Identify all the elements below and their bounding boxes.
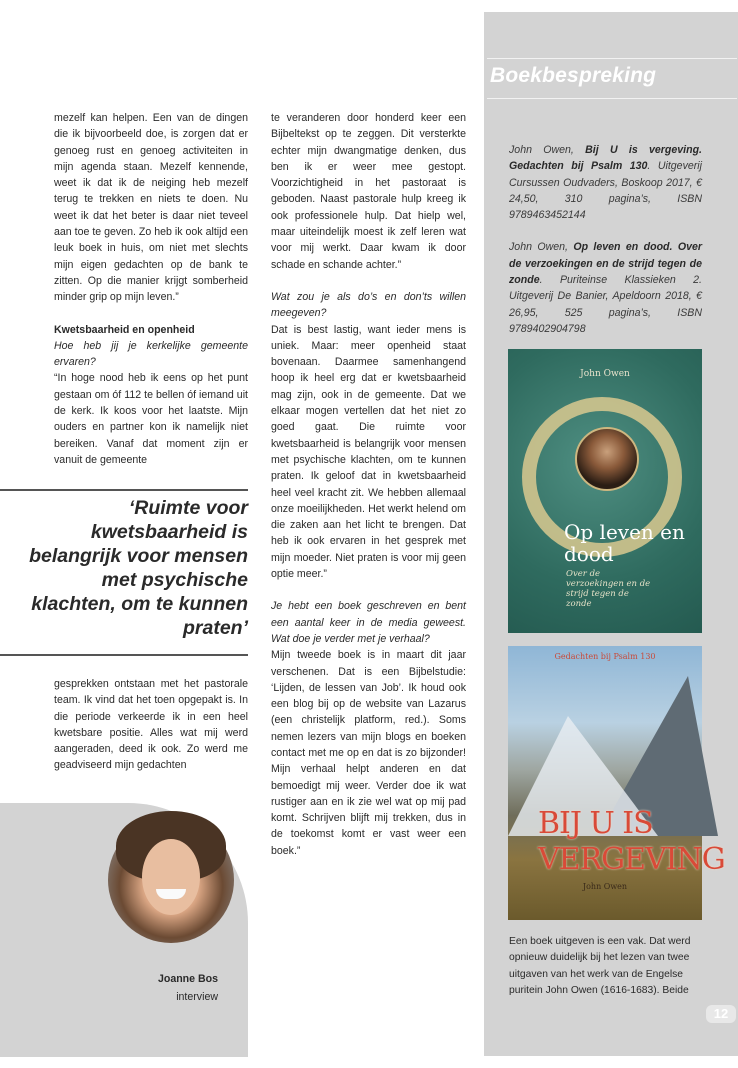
section-heading: Kwetsbaarheid en openheid	[54, 323, 195, 336]
cover-title: Op leven en dood	[564, 520, 685, 566]
book-details: . Puriteinse Klassieken 2. Uitgeverij De Banier, Apeldoorn 2018, € 26,95, 525 pagina’s, ISBN 9789402904798	[509, 274, 702, 335]
article-column-1-continued	[54, 676, 248, 774]
review-intro-text: Een boek uitgeven is een vak. Dat werd opnieuw duidelijk bij het lezen van twee uitgaven van het werk van de Engelse puritein John Owen (1616-1683). Beide	[509, 936, 691, 996]
portrait-image	[575, 427, 639, 491]
book-title: Op leven en dood. Over de verzoekingen en de strijd tegen de zonde	[509, 241, 702, 287]
body-paragraph: Dat is best lastig, want ieder mens is uniek. Maar: meer openheid staat bovenaan. Daarmee samenhangend hoop ik heel erg dat er kwetsbaarheid mag zijn, ook in de gemeente. Dat we elkaar mogen vertellen dat het niet zo goed gaat. Die ruimte voor kwetsbaarheid is belangrijk voor mensen met psychische klachten, om te kunnen praten. Ik geloof dat in kwetsbaarheid heel veel kracht zit. We hebben allemaal onze moeilijkheden. Het werkt helend om die zaken aan het licht te brengen. Dat heb ik ook ervaren in het gesprek met mijn moeder. Niet praten is voor mij geen optie meer.”	[271, 323, 466, 581]
book-list	[509, 142, 702, 337]
interview-question: Je hebt een boek geschreven en bent een aantal keer in de media geweest. Wat doe je verder met je verhaal?	[271, 600, 466, 645]
body-paragraph: “In hoge nood heb ik eens op het punt gestaan om óf 112 te bellen óf iemand uit de kerk. Ik koos voor het laatste. Mijn ouders en partner kon ik namelijk niet bereiken. Vanaf dat moment zijn er vanuit de gemeente	[54, 372, 248, 466]
page-number: 12	[706, 1005, 736, 1023]
book-author: John Owen,	[509, 144, 586, 156]
body-paragraph: Mijn tweede boek is in maart dit jaar verschenen. Dat is een Bijbelstudie: ‘Lijden, de lessen van Job’. Ik houd ook een blog bij op de website van Lazarus (een christelijk platform, red.). Soms nemen lezers van mijn blogs en boeken contact met me op en dat is zo bijzonder! Mijn verhaal helpt anderen en dat bemoedigt mij weer. Verder doe ik wat rustiger aan en ik zie wel wat op mij pad komt. Schrijven blijft mij trekken, dus in de toekomst komt er vast weer een boek.”	[271, 649, 466, 857]
photo-face	[142, 839, 200, 915]
cover-subtitle: Over de verzoekingen en de strijd tegen de zonde	[566, 569, 651, 609]
book-cover-op-leven-en-dood	[508, 349, 702, 633]
book-cover-bij-u-is-vergeving	[508, 646, 725, 920]
article-column-2	[271, 110, 466, 859]
book-entry-1	[509, 142, 702, 223]
title-bottom-line	[487, 98, 737, 99]
article-column-1	[54, 110, 248, 468]
pullquote-top-rule	[0, 489, 248, 491]
author-photo	[108, 817, 234, 943]
pullquote-bottom-rule	[0, 654, 248, 656]
body-paragraph: te veranderen door honderd keer een Bijbeltekst op te zeggen. Dit versterkte echter mijn dwangmatige denken, dus ben ik er weer mee gestopt. Voorzichtigheid in het pastoraat is geboden. Naast pastorale hulp kreeg ik ook professionele hulp. Dat hielp wel, maar uiteindelijk moest ik zelf leren wat voor mij werkt. Daar kwam ik door schade en schande achter.”	[271, 112, 466, 271]
cover-title: BIJ U IS VERGEVING	[538, 806, 725, 877]
interview-question: Wat zou je als do’s en don’ts willen meegeven?	[271, 290, 466, 320]
author-role: interview	[176, 991, 218, 1003]
pullquote: ‘Ruimte voor kwetsbaarheid is belangrijk voor mensen met psychische klachten, om te kunnen praten’	[29, 497, 248, 639]
book-author: John Owen,	[509, 241, 574, 254]
review-intro	[509, 934, 702, 999]
body-paragraph: gesprekken ontstaan met het pastorale team. Ik vind dat het toen opgepakt is. In die periode verkeerde ik in een heel kwetsbare positie. Alles wat mij werd aangeraden, deed ik ook. Zo werd me geadviseerd mijn gedachten	[54, 678, 248, 772]
body-paragraph: mezelf kan helpen. Een van de dingen die ik bijvoorbeeld doe, is zorgen dat er genoeg rust en genoeg activiteiten in mijn agenda staan. Mezelf kennende, weet ik dat ik de neiging heb mezelf terug te trekken en niets te doen. Nu weet ik dat het beter is daar niet teveel aan toe te geven. Zo heb ik ook altijd een leuk boek in huis, om niet met slechts mijn eigen gedachten op de bank te zitten. Op die manier krijgt somberheid minder grip op mijn leven.”	[54, 112, 248, 304]
book-details: . Uitgeverij Cursussen Oudvaders, Boskoop 2017, € 24,50, 310 pagina’s, ISBN 9789463452144	[509, 160, 702, 222]
author-name: Joanne Bos	[157, 973, 218, 985]
interview-question: Hoe heb jij je kerkelijke gemeente ervaren?	[54, 339, 248, 369]
title-top-line	[487, 58, 737, 59]
book-entry-2	[509, 239, 702, 337]
sidebar-title: Boekbespreking	[490, 64, 657, 87]
cover-author: John Owen	[580, 369, 630, 379]
cover-subtitle: Gedachten bij Psalm 130	[554, 652, 656, 661]
book-title: Bij U is vergeving. Gedachten bij Psalm 130	[509, 144, 703, 173]
cover-author: John Owen	[582, 882, 628, 891]
